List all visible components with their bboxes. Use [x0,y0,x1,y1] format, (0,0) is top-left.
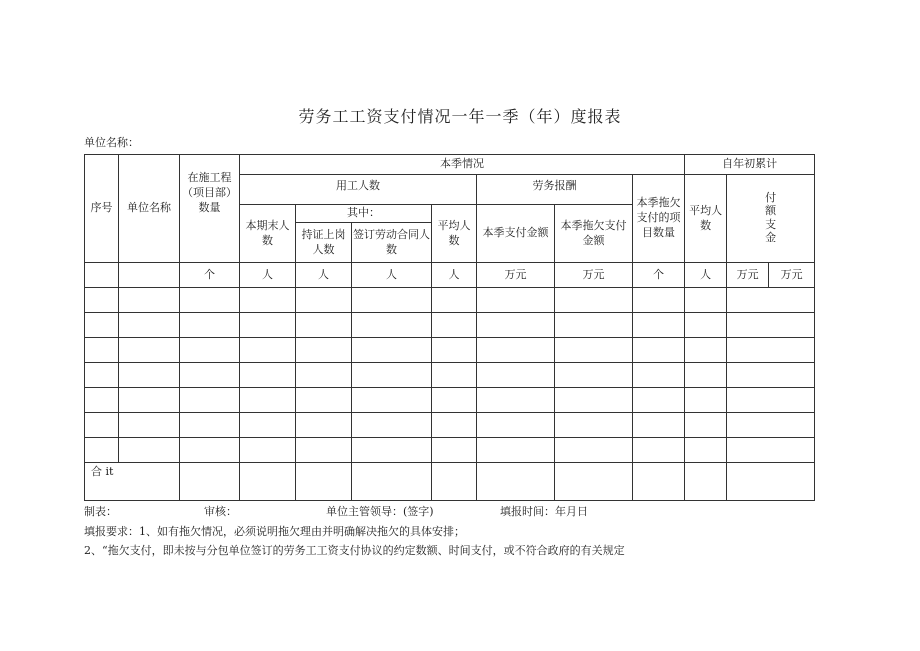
data-cell[interactable] [180,438,240,463]
data-cell[interactable] [432,313,477,338]
data-cell[interactable] [432,338,477,363]
data-cell[interactable] [477,463,555,501]
data-cell[interactable] [432,288,477,313]
data-cell[interactable] [727,313,815,338]
header-ytd-paid-text: 付额支金 [765,191,777,244]
data-cell[interactable] [633,388,685,413]
data-cell[interactable] [352,363,432,388]
data-cell[interactable] [685,313,727,338]
data-cell[interactable] [180,288,240,313]
data-cell[interactable] [555,338,633,363]
data-cell[interactable] [240,413,296,438]
data-cell[interactable] [296,388,352,413]
data-cell[interactable] [85,313,119,338]
header-arrears-amount: 本季拖欠支付金额 [555,205,633,263]
data-cell[interactable] [685,438,727,463]
data-cell[interactable] [119,413,180,438]
data-cell[interactable] [555,388,633,413]
data-cell[interactable] [633,338,685,363]
data-cell[interactable] [180,463,240,501]
data-cell[interactable] [180,413,240,438]
data-cell[interactable] [432,463,477,501]
data-cell[interactable] [296,463,352,501]
total-label: 合 it [85,463,180,501]
data-cell[interactable] [119,363,180,388]
data-cell[interactable] [727,288,815,313]
data-cell[interactable] [352,338,432,363]
data-cell[interactable] [432,388,477,413]
data-cell[interactable] [296,438,352,463]
data-cell[interactable] [240,313,296,338]
maker-label: 制表： [84,505,117,518]
unit-cell: 人 [432,263,477,288]
data-cell[interactable] [477,388,555,413]
header-avg-workers: 平均人数 [432,205,477,263]
data-cell[interactable] [555,463,633,501]
data-cell[interactable] [727,388,815,413]
data-cell[interactable] [432,413,477,438]
header-seq: 序号 [85,155,119,263]
data-cell[interactable] [555,313,633,338]
data-cell[interactable] [85,388,119,413]
data-cell[interactable] [240,388,296,413]
header-labor-pay: 劳务报酬 [477,175,633,205]
header-contracted: 签订劳动合同人数 [352,223,432,263]
unit-name-label: 单位名称： [84,136,139,149]
header-end-of-period: 本期末人数 [240,205,296,263]
unit-cell: 万元 [477,263,555,288]
data-cell[interactable] [477,438,555,463]
data-cell[interactable] [352,413,432,438]
data-cell[interactable] [555,413,633,438]
header-of-which: 其中： [296,205,432,223]
unit-cell: 万元 [555,263,633,288]
leader-label: 单位主管领导：(签字) [326,505,434,518]
date-label: 填报时间：年月日 [500,505,588,518]
data-cell[interactable] [352,313,432,338]
data-cell[interactable] [685,463,727,501]
data-cell[interactable] [119,313,180,338]
data-cell[interactable] [180,338,240,363]
header-ytd-avg-workers: 平均人数 [685,175,727,263]
data-cell[interactable] [432,438,477,463]
data-cell[interactable] [633,363,685,388]
data-cell[interactable] [119,388,180,413]
table-row [85,313,815,338]
data-cell[interactable] [685,363,727,388]
data-cell[interactable] [119,288,180,313]
data-cell[interactable] [555,288,633,313]
header-workers: 用工人数 [240,175,477,205]
table-row [85,363,815,388]
total-row [85,463,815,501]
header-ytd-paid [727,175,815,263]
data-cell[interactable] [352,463,432,501]
data-cell[interactable] [633,463,685,501]
data-cell[interactable] [296,413,352,438]
unit-cell: 人 [296,263,352,288]
data-cell[interactable] [240,463,296,501]
data-cell[interactable] [727,438,815,463]
header-certified: 持证上岗人数 [296,223,352,263]
data-cell[interactable] [633,413,685,438]
data-cell[interactable] [477,363,555,388]
unit-cell-empty-2 [119,263,180,288]
data-cell[interactable] [477,288,555,313]
data-cell[interactable] [180,363,240,388]
data-cell[interactable] [180,313,240,338]
data-cell[interactable] [727,363,815,388]
unit-cell: 人 [352,263,432,288]
data-cell[interactable] [240,288,296,313]
reviewer-label: 审核： [204,505,237,518]
header-paid-amount: 本季支付金额 [477,205,555,263]
table-row [85,438,815,463]
data-cell[interactable] [119,338,180,363]
data-cell[interactable] [477,413,555,438]
data-cell[interactable] [85,288,119,313]
data-cell[interactable] [633,438,685,463]
data-cell[interactable] [633,288,685,313]
note-line-1: 填报要求：1、如有拖欠情况，必须说明拖欠理由并明确解决拖欠的具体安排； [84,525,465,538]
data-cell[interactable] [685,388,727,413]
data-cell[interactable] [296,313,352,338]
data-cell[interactable] [85,338,119,363]
data-cell[interactable] [119,438,180,463]
unit-cell: 人 [685,263,727,288]
data-cell[interactable] [85,438,119,463]
data-cell[interactable] [296,288,352,313]
data-cell[interactable] [727,463,815,501]
table-row [85,413,815,438]
data-cell[interactable] [685,413,727,438]
unit-cell: 人 [240,263,296,288]
data-cell[interactable] [477,338,555,363]
header-arrears-projects: 本季拖欠支付的项目数量 [633,175,685,263]
data-cell[interactable] [240,438,296,463]
data-cell[interactable] [352,388,432,413]
report-table [84,154,815,501]
table-row [85,388,815,413]
table-row [85,338,815,363]
unit-cell: 个 [180,263,240,288]
data-cell[interactable] [240,363,296,388]
signature-row [84,503,814,517]
data-cell[interactable] [85,363,119,388]
data-cell[interactable] [352,438,432,463]
data-cell[interactable] [180,388,240,413]
data-cell[interactable] [477,313,555,338]
data-cell[interactable] [685,288,727,313]
header-project-count: 在施工程（项目部）数量 [180,155,240,263]
unit-cell: 个 [633,263,685,288]
data-cell[interactable] [240,338,296,363]
table-row [85,288,815,313]
note-line-2: 2、“拖欠支付，即未按与分包单位签订的劳务工工资支付协议的约定数额、时间支付，或不符合政府的有关规定 [84,544,625,557]
data-cell[interactable] [432,363,477,388]
data-cell[interactable] [296,363,352,388]
data-cell[interactable] [727,338,815,363]
header-this-quarter: 本季情况 [240,155,685,175]
unit-cell-empty-1 [85,263,119,288]
data-cell[interactable] [555,438,633,463]
data-cell[interactable] [352,288,432,313]
unit-cell: 万元 [727,263,769,288]
data-cell[interactable] [727,413,815,438]
data-cell[interactable] [296,338,352,363]
report-title: 劳务工工资支付情况一年一季（年）度报表 [298,107,622,126]
data-cell[interactable] [555,363,633,388]
data-cell[interactable] [85,413,119,438]
header-ytd: 自年初累计 [685,155,815,175]
header-unit-name: 单位名称 [119,155,180,263]
data-cell[interactable] [633,313,685,338]
unit-cell: 万元 [769,263,815,288]
data-cell[interactable] [685,338,727,363]
